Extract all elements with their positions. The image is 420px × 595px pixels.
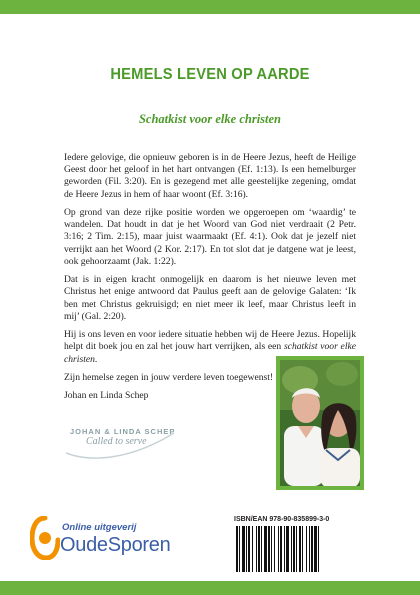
barcode-bar xyxy=(242,526,245,572)
author-signature: Johan en Linda Schep xyxy=(64,390,149,402)
barcode-bar xyxy=(318,526,319,572)
barcode-bar xyxy=(302,526,303,572)
barcode-bar xyxy=(309,526,310,572)
barcode-bar xyxy=(286,526,289,572)
paragraph-text-end: . xyxy=(94,353,98,365)
barcode-bar xyxy=(256,526,257,572)
barcode-bar xyxy=(268,526,270,572)
barcode-bar xyxy=(252,526,253,572)
barcode-bar xyxy=(291,526,292,572)
barcode-bar xyxy=(261,526,262,572)
barcode-bar xyxy=(311,526,313,572)
isbn-text: ISBN/EAN 978-90-835899-3-0 xyxy=(234,516,330,523)
barcode-bar xyxy=(264,526,267,572)
barcode-bar xyxy=(236,526,238,572)
paragraph: Dat is in eigen kracht onmogelijk en daarom is het nieuwe leven met Christus het enige antwoord dat Paulus geeft aan de gelovige Galaten: ‘Ik ben met Christus gekruisigd; en niet meer ik leef, maar Christus leeft in mij’ (Gal. 2:20). xyxy=(64,274,356,322)
paragraph-text: Hij is ons leven en voor iedere situatie hebben wij de Heere Jezus. Hopelijk helpt dit boek jou en zal het jouw hart verrijken, als een xyxy=(64,329,356,353)
paragraph: Op grond van deze rijke positie worden we opgeroepen om ‘waardig’ te wandelen. Dat houdt in dat je het Woord van God niet verdraait (2 Petr. 3:16; 2 Tim. 2:15), maar juist waarmaakt (Ef. 4:1). Ook dat je jezelf niet verrijkt aan het Woord (2 Kor. 2:17). En tot slot dat je datgene wat je leest, ook gehoorzaamt (Jak. 1:22). xyxy=(64,207,356,267)
barcode-bar xyxy=(271,526,272,572)
barcode-bar xyxy=(306,526,307,572)
publisher-mark-icon xyxy=(30,516,60,560)
paragraph-emphasis: schatkist voor elke christen xyxy=(64,341,356,365)
publisher-tagline: Online uitgeverij xyxy=(62,522,137,533)
barcode-bar xyxy=(280,526,282,572)
barcode-bar xyxy=(296,526,297,572)
barcode-bar xyxy=(293,526,295,572)
publisher-name: OudeSporen xyxy=(60,534,171,556)
paragraph: Iedere gelovige, die opnieuw geboren is in de Heere Jezus, heeft de Heilige Geest door het geloof in het hart ontvangen (Ef. 1:13). Is een hemelburger geworden (Fil. 3:20). En is gezegend met alle geestelijke zegening, omdat de Heere Jezus in hem of haar woont (Ef. 3:16). xyxy=(64,152,356,200)
barcode-bar xyxy=(314,526,317,572)
barcode-bar xyxy=(239,526,240,572)
barcode-bar xyxy=(278,526,279,572)
barcode-bar xyxy=(284,526,285,572)
author-logo xyxy=(62,423,182,461)
book-subtitle: Schatkist voor elke christen xyxy=(138,112,282,126)
book-title: HEMELS LEVEN OP AARDE xyxy=(110,66,310,83)
barcode-bar xyxy=(258,526,260,572)
author-photo-image xyxy=(280,360,360,486)
author-photo xyxy=(276,356,364,490)
publisher-logo xyxy=(30,514,200,562)
author-logo-tagline: Called to serve xyxy=(86,436,147,447)
barcode-bar xyxy=(246,526,247,572)
bottom-green-bar xyxy=(0,581,420,595)
barcode xyxy=(232,526,352,576)
top-green-bar xyxy=(0,0,420,14)
barcode-bar xyxy=(274,526,275,572)
author-logo-name: JOHAN & LINDA SCHEP xyxy=(70,427,176,436)
barcode-bar xyxy=(299,526,301,572)
paragraph: Zijn hemelse zegen in jouw verdere leven toegewenst! xyxy=(64,372,274,383)
barcode-bar xyxy=(248,526,250,572)
